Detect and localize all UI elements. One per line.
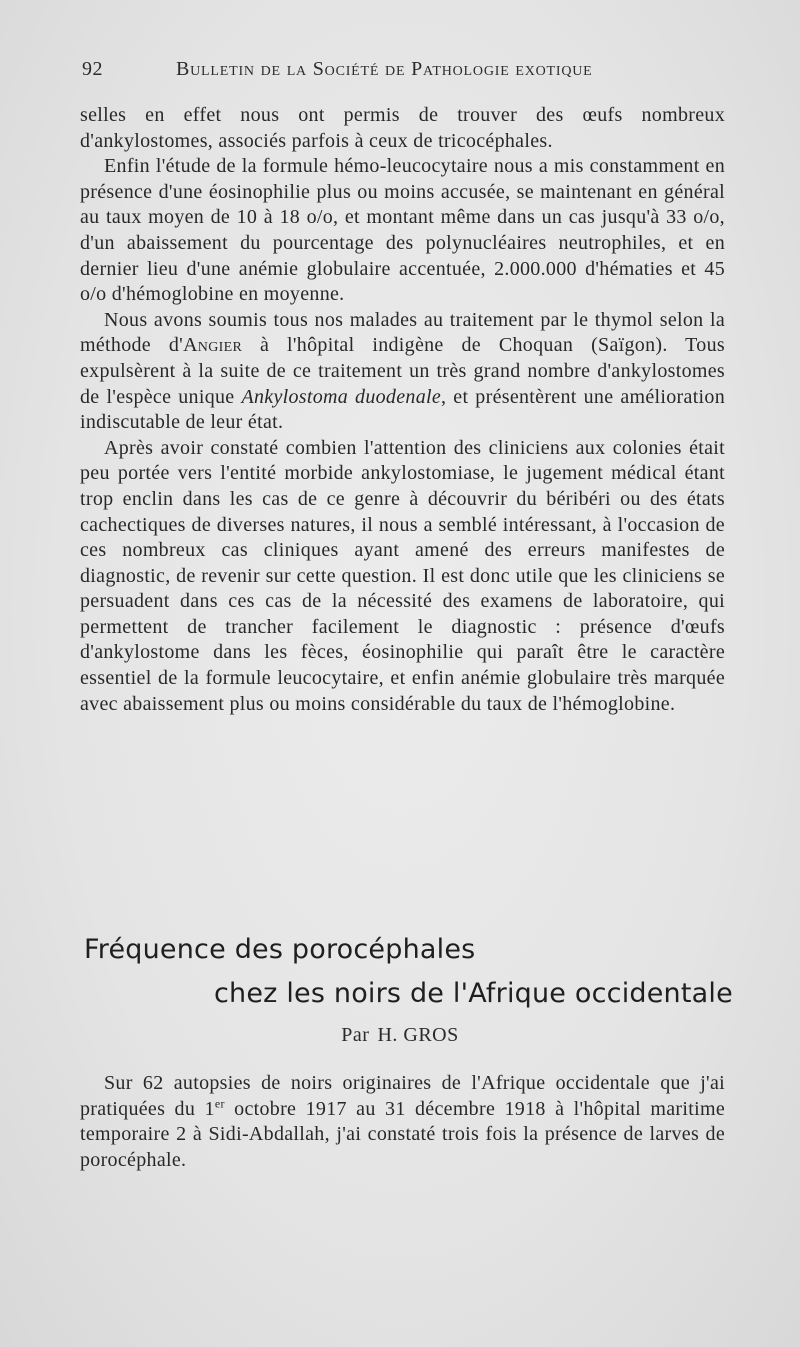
- previous-article-continuation: [80, 103, 725, 717]
- paragraph-conclusion: Après avoir constaté combien l'attention des cliniciens aux colonies était peu portée vers l'entité morbide ankylostomiase, le jugement médical étant trop enclin dans les cas de ce genre à découvrir du béribéri ou des états cachectiques de diverses natures, il nous a semblé intéressant, à l'occasion de ces nombreux cas cliniques ayant amené des erreurs manifestes de diagnostic, de revenir sur cette question. Il est donc utile que les cliniciens se persuadent dans ces cas de la nécessité des examens de laboratoire, qui permettent de trancher facilement le diagnostic : présence d'œufs d'ankylostome dans les fèces, éosinophilie qui paraît être le caractère essentiel de la formule leucocytaire, et enfin anémie globulaire très marquée avec abaissement plus ou moins considérable du taux de l'hémoglobine.: [80, 436, 725, 715]
- autopsies-text-start: Sur 62 autopsies de noirs originaires de l'Afrique occidentale que j'ai pratiquées du 1: [80, 1072, 725, 1120]
- running-head: [82, 58, 742, 86]
- paragraph-thymol-treatment: [80, 308, 725, 436]
- paragraph-stool-findings: selles en effet nous ont permis de trouver des œufs nombreux d'ankylostomes, associés parfois à ceux de tricocéphales.: [80, 104, 725, 152]
- paragraph-blood-formula: Enfin l'étude de la formule hémo-leucocytaire nous a mis constamment en présence d'une éosinophilie plus ou moins accusée, se maintenant en général au taux moyen de 10 à 18 o/o, et montant même dans un cas jusqu'à 33 o/o, d'un abaissement du pourcentage des polynucléaires neutrophiles, et en dernier lieu d'une anémie globulaire accentuée, 2.000.000 d'hématies et 45 o/o d'hémoglobine en moyenne.: [80, 155, 725, 306]
- paragraph-autopsies: [80, 1071, 725, 1173]
- article-title-line-2: chez les noirs de l'Afrique occidentale: [214, 978, 733, 1009]
- article-body: [80, 1071, 725, 1173]
- treatment-text-end: , et présentèrent une amélioration indiscutable de leur état.: [80, 385, 726, 434]
- treatment-text-start: Nous avons soumis tous nos malades au traitement par le thymol selon la méthode d': [80, 308, 725, 357]
- author-name-angier: Angier: [183, 334, 243, 357]
- ordinal-superscript: er: [214, 1095, 225, 1110]
- byline: [0, 1024, 800, 1047]
- treatment-text-middle: à l'hôpital indigène de Choquan (Saïgon). Tous expulsèrent à la suite de ce traitement un très grand nombre d'ankylostomes de l'espèce unique: [80, 334, 725, 408]
- page-number: 92: [82, 58, 103, 80]
- author-name: H. GROS: [377, 1024, 459, 1046]
- species-name: Ankylostoma duodenale: [241, 385, 442, 408]
- article-title: [84, 928, 744, 1016]
- autopsies-text-end: octobre 1917 au 31 décembre 1918 à l'hôpital maritime temporaire 2 à Sidi-Abdallah, j'ai constaté trois fois la présence de larves de porocéphale.: [80, 1097, 725, 1171]
- journal-title: Bulletin de la Société de Pathologie exotique: [176, 58, 593, 80]
- article-title-line-1: Fréquence des porocéphales: [84, 934, 476, 965]
- byline-prefix: Par: [341, 1024, 370, 1046]
